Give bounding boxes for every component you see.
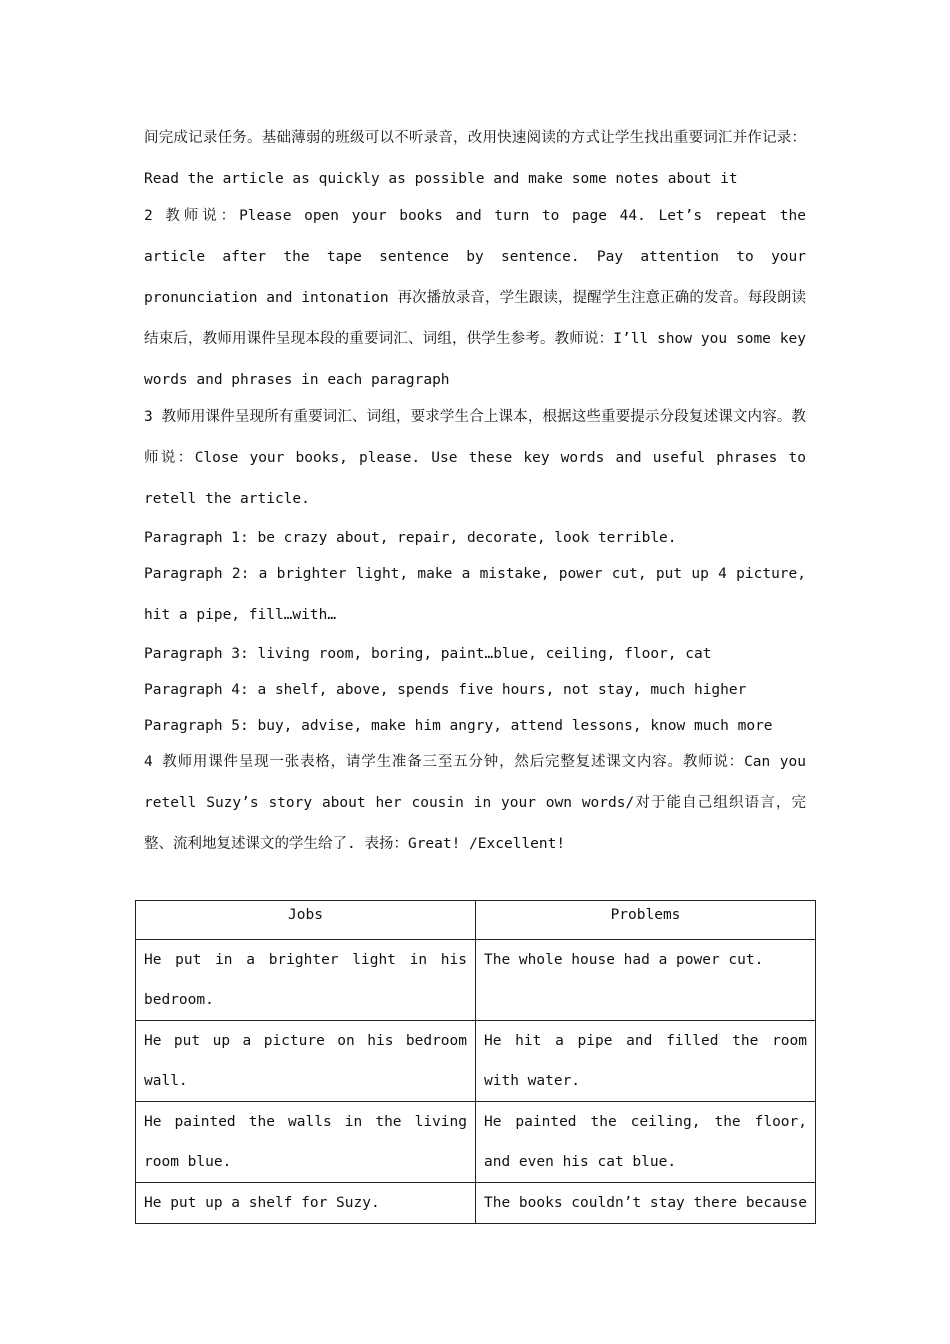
table-row (136, 940, 816, 1021)
cell-job: He put in a brighter light in his bedroom. (136, 940, 476, 1021)
table-row (136, 1183, 816, 1224)
paragraph-step-4: 4 教师用课件呈现一张表格，请学生准备三至五分钟，然后完整复述课文内容。教师说：Can you retell Suzy’s story about her cousin in your own words/对于能自己组织语言，完整、流利地复述课文的学生给了. 表扬：Great! /Excellent! (144, 754, 806, 852)
cell-problem: He hit a pipe and filled the room with water. (476, 1021, 816, 1102)
cell-job: He put up a picture on his bedroom wall. (136, 1021, 476, 1102)
cell-job: He put up a shelf for Suzy. (136, 1183, 476, 1224)
body-text (144, 118, 806, 865)
cell-problem: He painted the ceiling, the floor, and even his cat blue. (476, 1102, 816, 1183)
header-problems: Problems (476, 901, 816, 940)
paragraph-5-keywords: Paragraph 5: buy, advise, make him angry, attend lessons, know much more (144, 718, 773, 734)
paragraph-4-keywords: Paragraph 4: a shelf, above, spends five hours, not stay, much higher (144, 682, 747, 698)
jobs-problems-table (135, 900, 816, 1224)
paragraph-2-keywords: Paragraph 2: a brighter light, make a mistake, power cut, put up 4 picture, hit a pipe, fill…with… (144, 566, 806, 623)
cell-problem: The books couldn’t stay there because (476, 1183, 816, 1224)
paragraph-intro: 间完成记录任务。基础薄弱的班级可以不听录音，改用快速阅读的方式让学生找出重要词汇并作记录：Read the article as quickly as possible and make some notes about it (144, 130, 806, 187)
paragraph-step-2: 2 教师说：Please open your books and turn to page 44. Let’s repeat the article after the tape sentence by sentence. Pay attention to your pronunciation and intonation 再次播放录音，学生跟读，提醒学生注意正确的发音。每段朗读结束后，教师用课件呈现本段的重要词汇、词组，供学生参考。教师说：I’ll show you some key words and phrases in each paragraph (144, 208, 806, 388)
cell-job: He painted the walls in the living room blue. (136, 1102, 476, 1183)
table-row (136, 1102, 816, 1183)
paragraph-3-keywords: Paragraph 3: living room, boring, paint…blue, ceiling, floor, cat (144, 646, 712, 662)
table-header-row (136, 901, 816, 940)
header-jobs: Jobs (136, 901, 476, 940)
paragraph-step-3: 3 教师用课件呈现所有重要词汇、词组，要求学生合上课本，根据这些重要提示分段复述课文内容。教师说：Close your books, please. Use these key words and useful phrases to retell the article. (144, 409, 806, 507)
table-row (136, 1021, 816, 1102)
cell-problem: The whole house had a power cut. (476, 940, 816, 1021)
paragraph-1-keywords: Paragraph 1: be crazy about, repair, decorate, look terrible. (144, 530, 677, 546)
